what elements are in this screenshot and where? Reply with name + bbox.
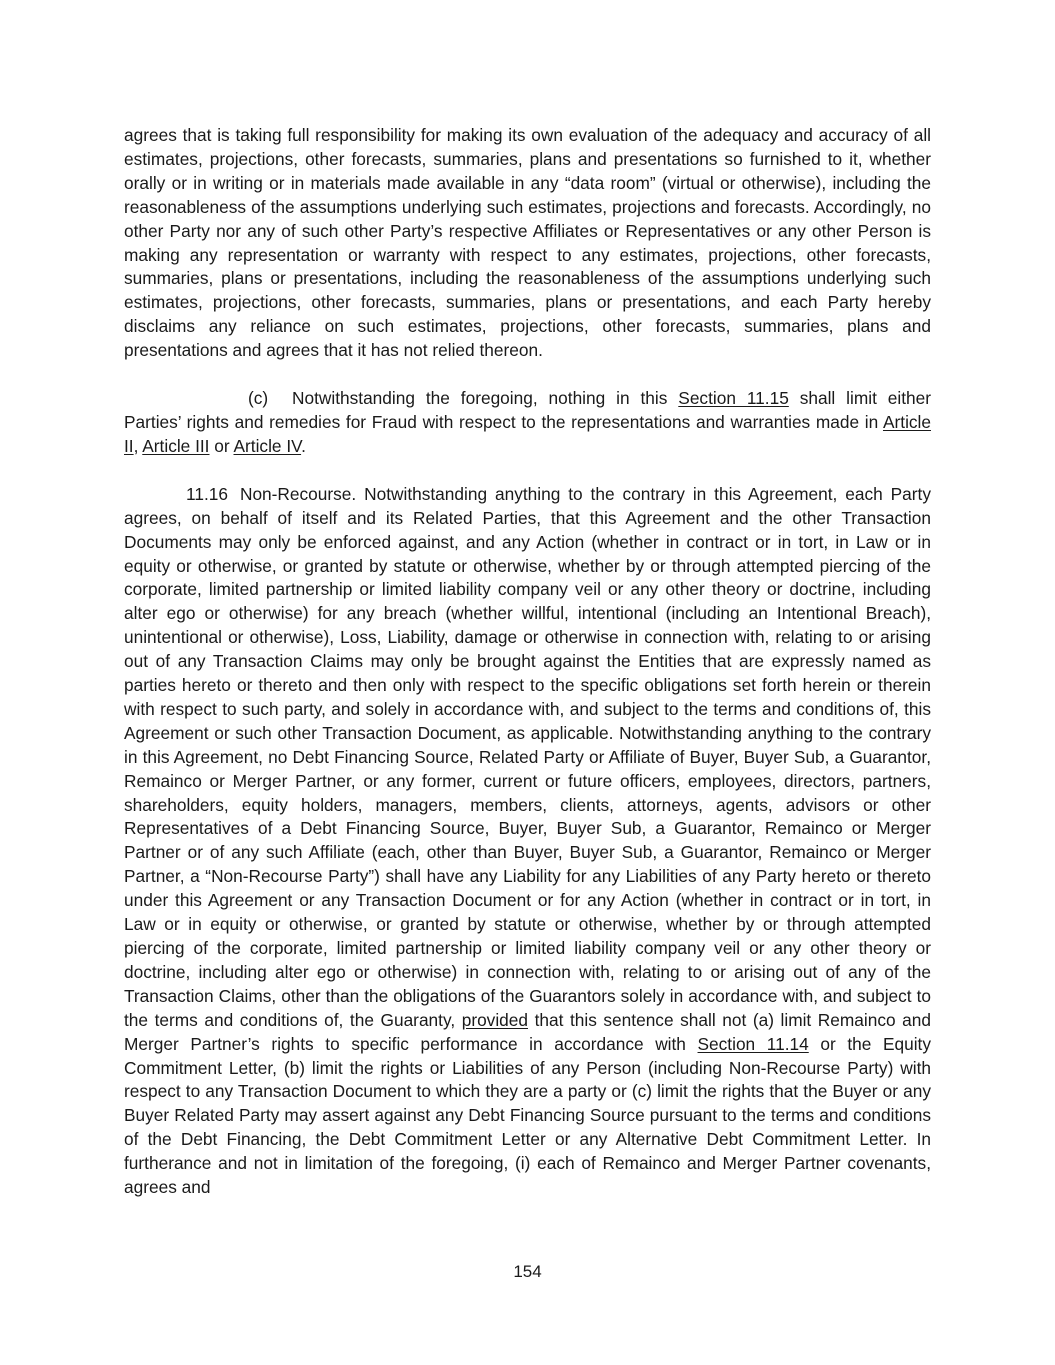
section-11-16 — [124, 483, 931, 1200]
article-reference: Article II — [124, 411, 931, 456]
separator-text: , — [133, 435, 143, 456]
article-reference: Article IV — [233, 435, 302, 456]
section-heading: Non-Recourse — [239, 483, 352, 504]
section-reference: Section 11.14 — [697, 1033, 809, 1054]
section-number: 11.16 — [186, 483, 228, 504]
article-reference: Article III — [142, 435, 210, 456]
paragraph-continuation: agrees that is taking full responsibility for making its own evaluation of the adequacy and accuracy of all estimates, projections, other forecasts, summaries, plans and presentations so furnished to it, whether orally or in writing or in materials made available in any “data room” (virtual or otherwise), including the reasonableness of the assumptions underlying such estimates, projections and forecasts. Accordingly, no other Party nor any of such other Party’s respective Affiliates or Representatives or any other Person is making any representation or warranty with respect to any estimates, projections, other forecasts, summaries, plans or presentations, including the reasonableness of the assumptions underlying such estimates, projections, other forecasts, summaries, plans or presentations, and each Party hereby disclaims any reliance on such estimates, projections, other forecasts, summaries, plans and presentations and agrees that it has not relied thereon. — [124, 125, 931, 361]
section-reference: Section 11.15 — [678, 388, 789, 409]
provided-term: provided — [461, 1009, 528, 1030]
document-body — [124, 124, 931, 1200]
paragraph-text: or the Equity Commitment Letter, (b) limit the rights or Liabilities of any Person (including Non-Recourse Party) with respect to any Transaction Document to which they are a party or (c) limit the rights that the Buyer or any Buyer Related Party may assert against any Debt Financing Source pursuant to the terms and conditions of the Debt Financing, the Debt Commitment Letter or any Alternative Debt Commitment Letter. In furtherance and not in limitation of the foregoing, (i) each of Remainco and Merger Partner covenants, agrees and — [124, 1033, 931, 1198]
subsection-label: (c) — [248, 388, 269, 409]
separator-text: . — [301, 435, 306, 456]
separator-text: or — [209, 435, 234, 456]
paragraph-text: . Notwithstanding anything to the contrary in this Agreement, each Party agrees, on behalf of itself and its Related Parties, that this Agreement and the other Transaction Documents may only be enforced against, and any Action (whether in contract or in tort, in Law or in equity or otherwise, or granted by statute or otherwise, whether by or through attempted piercing of the corporate, limited partnership or limited liability company veil or any other theory or doctrine, including alter ego or otherwise) for any breach (whether willful, intentional (including an Intentional Breach), unintentional or otherwise), Loss, Liability, damage or otherwise in connection with, relating to or arising out of any Transaction Claims may only be brought against the Entities that are expressly named as parties hereto or thereto and then only with respect to the specific obligations set forth herein or therein with respect to such party, and solely in accordance with, and subject to the terms and conditions of, this Agreement or such other Transaction Document, as applicable. Notwithstanding anything to the contrary in this Agreement, no Debt Financing Source, Related Party or Affiliate of Buyer, Buyer Sub, a Guarantor, Remainco or Merger Partner, or any former, current or future officers, employees, directors, partners, shareholders, equity holders, managers, members, clients, attorneys, agents, advisors or other Representatives of a Debt Financing Source, Buyer, Buyer Sub, a Guarantor, Remainco or Merger Partner or of any such Affiliate (each, other than Buyer, Buyer Sub, a Guarantor, Remainco or Merger Partner, a “Non-Recourse Party”) shall have any Liability for any Liabilities of any Party hereto or thereto under this Agreement or any Transaction Document or for any Action (whether in contract or in tort, in Law or in equity or otherwise, or granted by statute or otherwise, whether by or through attempted piercing of the corporate, limited partnership or limited liability company veil or any other theory or doctrine, including alter ego or otherwise) in connection with, relating to or arising out of any of the Transaction Claims, other than the obligations of the Guarantors solely in accordance with, and subject to the terms and conditions of, the Guaranty, — [124, 483, 931, 1030]
paragraph-text: shall limit either Parties’ rights and remedies for Fraud with respect to the representations and warranties made in — [124, 388, 932, 432]
paragraph-text: Notwithstanding the foregoing, nothing in this — [292, 388, 679, 409]
paragraph-c — [124, 387, 931, 459]
page-number: 154 — [513, 1262, 542, 1281]
paragraph-text: that this sentence shall not (a) limit Remainco and Merger Partner’s rights to specific performance in accordance with — [124, 1009, 931, 1054]
